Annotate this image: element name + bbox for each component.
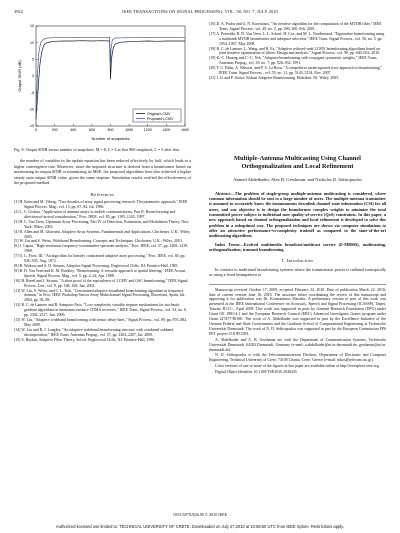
download-footer: Authorized licensed use limited to: TECHNICAL UNIVERSITY OF CRETE. Downloaded on July 27,2010 at 10:58:50 UTC from IEEE Xplore. Restrictions apply. bbox=[55, 524, 345, 529]
section-heading: I. Introduction bbox=[281, 258, 314, 264]
footnote-paragraph: A. Abdelkader and A. B. Gershman are with the Department of Communication Systems, Technische Universität Darmstadt, 64283 Darmstadt, Germany (e-mail: a.abdelkader@nt.tu-darmstadt.de; gershman@nt.tu-darmstadt.de). bbox=[209, 337, 386, 352]
reference-item: [18] R. C. de Lamare, L. Wang, and R. Fa, "Adaptive reduced-rank LCMV beamforming algorithms based on joint iterative optimization of filters: Design and analysis," Signal Process., vol. 90, pp. 640–652, 2010. bbox=[209, 46, 381, 56]
y-tick-label: 15 bbox=[30, 24, 34, 29]
left-column bbox=[14, 22, 191, 342]
reference-item: [4] B. Allen and M. Ghavami, Adaptive Array Systems, Fundamentals and Applications. Chichester, U.K.: Wiley, 2005. bbox=[14, 229, 191, 239]
reference-item: [9] B. D. Van Veen and K. M. Buckley, "Beamforming: A versatile approach to spatial filtering," IEEE Acoust., Speech, Signal Process. Mag., vol. 5, pp. 4–24, Apr. 1988. bbox=[14, 268, 188, 278]
reference-item: [20] Y. C. Eldar, A. Nehorai, and P. S. La Rosa, "A competitive mean-squared error approach to beamforming," IEEE Trans. Signal Process., vol. 55, no. 11, pp. 5143–5154, Nov. 2007. bbox=[209, 66, 383, 76]
reference-item: [1] H. Krim and M. Viberg, "Two decades of array signal processing research: The parametric approach," IEEE Signal Process. Mag., vol. 13, pp. 67–94, Jul. 1996. bbox=[14, 200, 188, 210]
y-tick-label: 5 bbox=[32, 57, 34, 62]
y-tick-label: 0 bbox=[32, 74, 34, 79]
legend-label: Proposed LCMV bbox=[147, 116, 174, 121]
sinr-chart bbox=[14, 22, 191, 144]
y-tick-label: 10 bbox=[30, 40, 34, 45]
reference-item: [19] K.-C. Huarng and C.-C. Yeh, "Adaptive beamforming with conjugate symmetric weights," IEEE Trans. Antennas Propag., vol. 39, no. 7, pp. 926–932, 1991. bbox=[209, 56, 378, 66]
body-paragraph: the number of variables in the update equation has been reduced effectively by half, which leads to a higher convergence rate. Moreover, since the imposed structure is derived from a beamformer based on maximizing its output SINR or minimizing its MSE, the proposed algorithms here also achieved a higher steady state output SINR value, given the same stepsize. Simulation results verified the effectiveness of the proposed method. bbox=[14, 158, 191, 186]
figure-caption: Fig. 8. Output SINR versus number of snapshots. M = 8, L = 4 at first 800 snapshots, L = 5 after that. bbox=[14, 147, 180, 152]
article-title: Multiple-Antenna Multicasting Using Channel Orthogonalization and Local Refinement bbox=[234, 154, 361, 170]
reference-list bbox=[14, 200, 191, 342]
legend-label: Original LCMV bbox=[147, 111, 171, 116]
reference-item: [8] B. Widrow and S. D. Stearns, Adaptive Signal Processing. Englewood Cliffs, NJ: Prentice-Hall, 1985. bbox=[14, 263, 179, 268]
x-tick-label: 1000 bbox=[125, 128, 134, 132]
y-tick-label: -15 bbox=[28, 124, 34, 129]
reference-item: [12] R. C. de Lamare and R. Sampaio-Neto, "Low-complexity variable stepsize mechanisms for stochastic gradient algorithms in minimum variance CDMA receivers," IEEE Trans. Signal Process., vol. 54, no. 6, pp. 2302–2317, Jun. 2006. bbox=[14, 303, 187, 318]
x-tick-label: 1200 bbox=[143, 128, 152, 132]
reference-item: [5] W. Liu and S. Weiss, Wideband Beamforming: Concepts and Techniques. Chichester, U.K.: Wiley, 2010. bbox=[14, 239, 183, 244]
x-tick-label: 0 bbox=[35, 128, 37, 132]
footnote-paragraph: N. D. Sidiropoulos is with the Telecommunications Division, Department of Electronic and Computer Engineering, Technical University of Crete, 73100 Chania, Crete, Greece (e-mail: nikos@telecom.tuc.gr). bbox=[209, 353, 386, 363]
reference-item: [10] B. Breed and J. Strauss, "A short proof of the equivalence of LCMV and GSC beamforming," IEEE Signal Process. Lett., vol. 9, pp. 168–169, Jun. 2002. bbox=[14, 278, 188, 288]
footnote-paragraph: Manuscript received October 17, 2009; accepted February 24, 2010. Date of publication March 22, 2010; date of current version June 16, 2010. The associate editor coordinating the review of this manuscript and approving it for publication was Dr. Konstantinos Slavakis. A preliminary version of part of this work was presented at the IEEE International Conference on Acoustics, Speech and Signal Processing (ICASSP), Taipei, Taiwan, R.O.C., April 2009. This work was supported in parts by German Research Foundation (DFG) under Grant GE 1881/4-1 and the European Research Council (ERC) Advanced Investigator Grants program under Grant 227477-ROSE. The work of A. Abdelkader was supported in part by the Excellence Initiative of the German Federal and State Governments and the Graduate School of Computational Engineering at Technische Universität Darmstadt. The work of N. D. Sidiropoulos was supported in part by the European Commission FP6 FET project COOPCOM. bbox=[209, 287, 386, 336]
reference-item: [17] A. Pezeshki, B. D. Van Veen, L. L. Scharf, H. Cox, and M. L. Nordenvaad, "Eigenvalue beamforming using a multirank MVDR beamformer and subspace selection," IEEE Trans. Signal Process., vol. 56, no. 5, pp. 1954–1967, May 2008. bbox=[209, 31, 385, 46]
reference-item: [16] D. A. Pados and G. N. Karystinos, "An iterative algorithm for the computation of the MVDR filter," IEEE Trans. Signal Process., vol. 49, no. 2, pp. 290–300, Feb. 2001. bbox=[209, 22, 382, 31]
series-line-0 bbox=[36, 41, 185, 120]
references-heading: References bbox=[90, 191, 115, 197]
abstract: Abstract—The problem of single-group multiple-antenna multicasting is considered, where common information should be sent to a large number of users. The multiple-antenna transmitter is assumed to accurately know the instantaneous downlink channel state information (CSI) for all users, and our objective is to design the beamformer complex weights to minimize the total transmitted power subject to individual user quality-of-service (QoS) constraints. In this paper, a new approach based on channel orthogonalization and local refinement is developed to solve this problem in a suboptimal way. The proposed techniques are shown via computer simulations to offer an attractive performance-vs-complexity tradeoff as compared to the state-of-the-art multicasting algorithms. bbox=[209, 190, 386, 239]
x-tick-label: 1400 bbox=[162, 128, 171, 132]
y-axis-label: Output SINR (dB) bbox=[17, 60, 22, 92]
reference-item: [7] O. L. Frost, III, "An algorithm for linearly constrained adaptive array processing," Proc. IEEE, vol. 60, pp. 926–935, Aug. 1972. bbox=[14, 254, 186, 264]
page-number: 3922 bbox=[14, 9, 23, 14]
y-tick-label: -10 bbox=[28, 107, 34, 112]
doi: Digital Object Identifier 10.1109/TSP.2010.2046435 bbox=[215, 370, 297, 375]
x-tick-label: 1600 bbox=[181, 128, 189, 132]
footnotes bbox=[209, 284, 386, 370]
x-axis-label: Number of snapshots bbox=[91, 136, 130, 141]
reference-item: [21] J. Li and P. Stoica, Robust Adaptive Beamforming. Hoboken, NJ: Wiley, 2005. bbox=[209, 75, 340, 80]
reference-list-continued bbox=[209, 22, 386, 81]
page-header bbox=[14, 9, 386, 16]
figure-8 bbox=[14, 22, 191, 144]
reference-item: [3] H. L. Van Trees, Optimum Array Processing, Part IV of Detection, Estimation, and Modulation Theory. New York: Wiley, 2002. bbox=[14, 219, 189, 229]
footnote-paragraph: Color versions of one or more of the figures in this paper are available online at http://ieeexplore.ieee.org. bbox=[215, 364, 380, 369]
reference-item: [15] S. Haykin, Adaptive Filter Theory, 3rd ed. Englewood Cliffs, NJ: Prentice-Hall, 1996. bbox=[14, 337, 156, 342]
issn-line: 1053-587X/$26.00 © 2010 IEEE bbox=[172, 512, 228, 517]
x-tick-label: 400 bbox=[70, 128, 77, 132]
x-tick-label: 200 bbox=[51, 128, 58, 132]
reference-item: [14] W. Liu and R. J. Langley, "An adaptive wideband beamforming structure with combined subband decomposition," IEEE Trans. Antennas Propag., vol. 57, pp. 2204–2207, Jul. 2009. bbox=[14, 327, 174, 337]
reference-item: [11] W. Liu, S. Weiss, and C. L. Koh, "Constrained adaptive broadband beamforming algorithm in frequency domain," in Proc. IEEE Workshop Sensor Array Multichannel Signal Processing, Barcelona, Spain, Jul. 2004, pp. 94–98. bbox=[14, 288, 186, 303]
intro-paragraph: In contrast to traditional broadcasting systems where the transmission power is radiated isotropically or using a fixed beampattern to bbox=[209, 266, 386, 278]
index-terms: Index Terms—Evolved multimedia broadcast/multicast service (E-MBMS), multicasting, orthogonalization, transmit beamforming. bbox=[209, 241, 386, 252]
x-tick-label: 800 bbox=[107, 128, 114, 132]
reference-item: [6] J. Capon, "High-resolution frequency-wavenumber spectrum analysis," Proc. IEEE, vol. 57, pp. 1408–1418, 1969. bbox=[14, 244, 189, 254]
x-tick-label: 600 bbox=[88, 128, 95, 132]
y-tick-label: -5 bbox=[30, 90, 34, 95]
authors: Ahmed Abdelkader, Alex B. Gershman, and Nicholas D. Sidiropoulos bbox=[233, 176, 362, 182]
reference-item: [13] W. Liu, "Adaptive wideband beamforming with sensor delay-lines," Signal Process., vol. 89, pp. 876–882, May 2009. bbox=[14, 317, 188, 327]
reference-item: [2] L. C. Godara, "Application of antenna arrays to mobile communications, Part II: Beam-forming and direction-of-arrival consideration," Proc. IEEE, vol. 85, pp. 1195–1245, 1997. bbox=[14, 210, 176, 219]
journal-header: IEEE TRANSACTIONS ON SIGNAL PROCESSING, VOL. 58, NO. 7, JULY 2010 bbox=[122, 9, 278, 14]
right-column bbox=[209, 22, 386, 375]
